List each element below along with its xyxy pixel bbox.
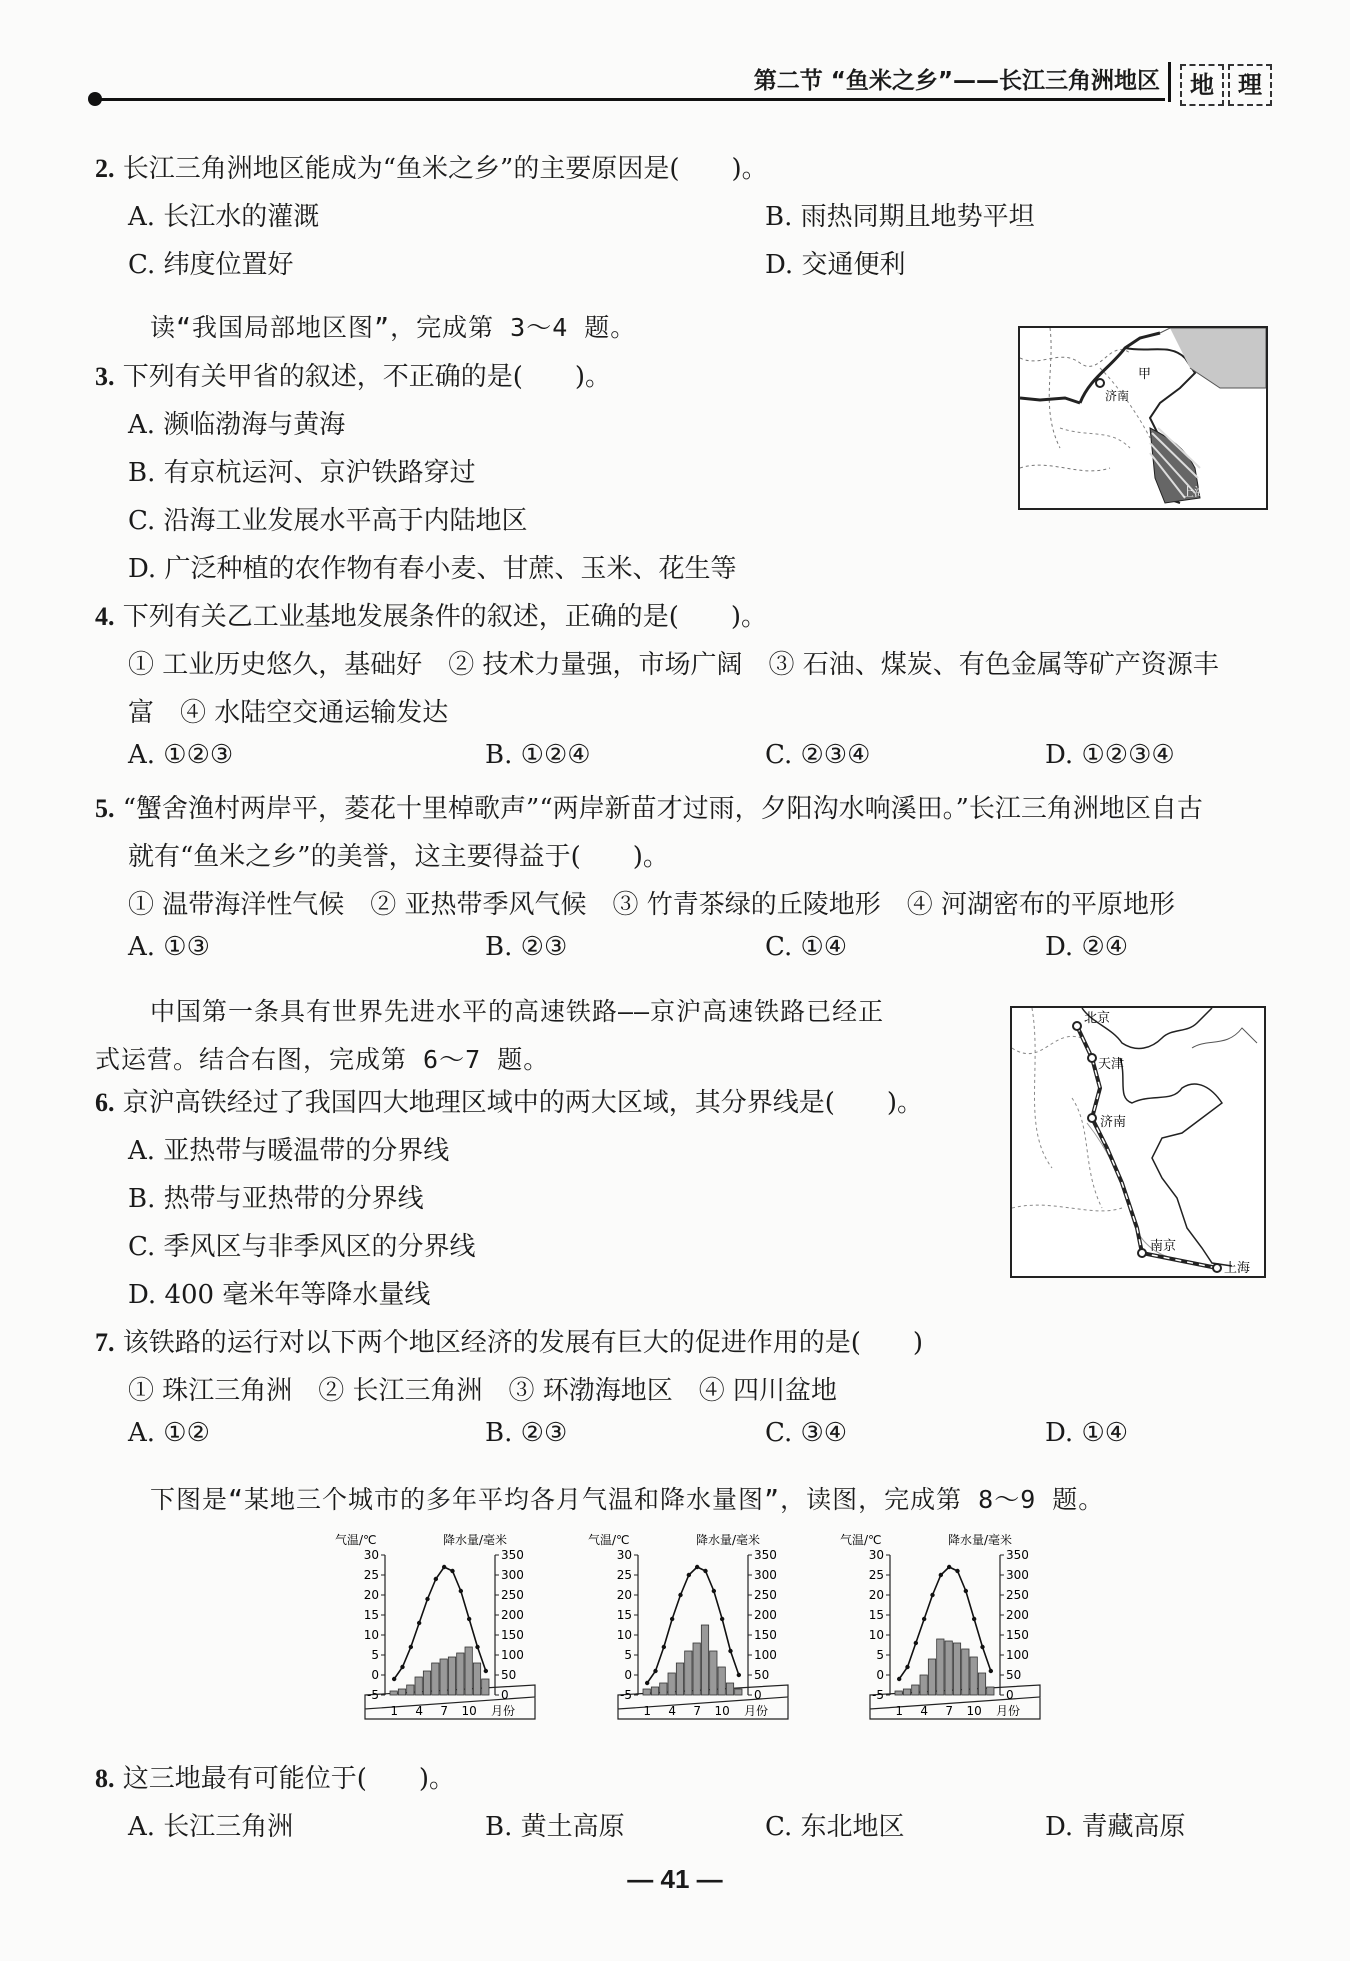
temperature-point — [914, 1641, 918, 1645]
tick-label-left: 5 — [624, 1648, 632, 1662]
tick-label-left: 20 — [868, 1588, 884, 1602]
q2-option-a[interactable]: A. 长江水的灌溉 — [128, 202, 320, 232]
tick-label-right: 300 — [754, 1568, 777, 1582]
bar — [726, 1683, 733, 1695]
q7-option-a[interactable]: A. ①② — [128, 1418, 210, 1448]
q8-option-b[interactable]: B. 黄土高原 — [485, 1812, 625, 1842]
temperature-point — [980, 1645, 984, 1649]
temperature-point — [964, 1589, 968, 1593]
tick-label-left: 10 — [616, 1628, 632, 1642]
question-2 — [95, 148, 768, 185]
tick-label-x: 7 — [945, 1704, 953, 1718]
bar — [685, 1651, 692, 1695]
temperature-point — [939, 1573, 943, 1577]
temperature-point — [434, 1577, 438, 1581]
map1-label-shanghai: 上海 — [1182, 485, 1207, 499]
temperature-point — [737, 1673, 741, 1677]
temperature-point — [687, 1573, 691, 1577]
temperature-point — [703, 1569, 707, 1573]
tick-label-right: 150 — [754, 1628, 777, 1642]
bar — [987, 1687, 994, 1695]
tick-label-right: 50 — [501, 1668, 517, 1682]
xlabel: 月份 — [491, 1704, 516, 1718]
temperature-point — [400, 1665, 404, 1669]
temperature-point — [653, 1669, 657, 1673]
bar — [473, 1663, 480, 1695]
temperature-point — [972, 1617, 976, 1621]
tick-label-right: 0 — [1006, 1688, 1014, 1702]
section-title: 第二节 “鱼米之乡”——长江三角洲地区 — [753, 68, 1160, 94]
map1-label-jia: 甲 — [1138, 367, 1152, 382]
bar — [693, 1643, 700, 1695]
bar — [895, 1691, 902, 1695]
temperature-point — [695, 1565, 699, 1569]
question-number: 8. — [95, 1764, 115, 1793]
q5-option-c[interactable]: C. ①④ — [765, 932, 848, 962]
question-number: 5. — [95, 794, 115, 823]
tick-label-left: 20 — [616, 1588, 632, 1602]
page-number: — 41 — — [627, 1864, 723, 1894]
tick-label-left: 30 — [363, 1548, 379, 1562]
ylabel-right: 降水量/毫米 — [696, 1533, 761, 1547]
tick-label-left: 20 — [363, 1588, 379, 1602]
bar — [676, 1663, 683, 1695]
q5-stem-line2: 就有“鱼米之乡”的美誉，这主要得益于( )。 — [128, 842, 669, 872]
tick-label-left: 25 — [363, 1568, 379, 1582]
tick-label-x: 7 — [693, 1704, 701, 1718]
ylabel-right: 降水量/毫米 — [443, 1533, 508, 1547]
q3-option-a[interactable]: A. 濒临渤海与黄海 — [128, 410, 346, 440]
bar — [937, 1639, 944, 1695]
tick-label-left: 15 — [616, 1608, 632, 1622]
tick-label-right: 100 — [754, 1648, 777, 1662]
temperature-point — [425, 1597, 429, 1601]
question-8 — [95, 1758, 455, 1795]
temperature-point — [450, 1569, 454, 1573]
question-stem: 下列有关乙工业基地发展条件的叙述，正确的是( )。 — [122, 602, 768, 632]
bar — [710, 1651, 717, 1695]
temperature-point — [728, 1649, 732, 1653]
q2-option-d[interactable]: D. 交通便利 — [765, 250, 906, 280]
bar — [643, 1689, 650, 1695]
temperature-point — [678, 1593, 682, 1597]
tick-label-right: 200 — [501, 1608, 524, 1622]
climate-chart-1-svg — [335, 1530, 565, 1730]
question-stem: 这三地最有可能位于( )。 — [122, 1764, 456, 1794]
tick-label-left: -5 — [872, 1688, 884, 1702]
q8-option-a[interactable]: A. 长江三角洲 — [128, 1812, 294, 1842]
bar — [448, 1657, 455, 1695]
q4-choices-line1: ① 工业历史悠久，基础好 ② 技术力量强，市场广阔 ③ 石油、煤炭、有色金属等矿产资源丰 — [128, 650, 1219, 680]
bar — [701, 1625, 708, 1695]
question-stem: 长江三角洲地区能成为“鱼米之乡”的主要原因是( )。 — [122, 154, 768, 184]
intro-q6-7-line1: 中国第一条具有世界先进水平的高速铁路——京沪高速铁路已经正 — [150, 997, 885, 1026]
question-stem: 下列有关甲省的叙述，不正确的是( )。 — [122, 362, 612, 392]
tick-label-x: 1 — [643, 1704, 651, 1718]
temperature-point — [897, 1677, 901, 1681]
tick-label-left: 0 — [876, 1668, 884, 1682]
bar — [718, 1667, 725, 1695]
header-separator — [1168, 62, 1171, 102]
temperature-point — [905, 1665, 909, 1669]
map-railway — [1010, 1006, 1266, 1278]
tick-label-right: 200 — [754, 1608, 777, 1622]
tick-label-x: 4 — [668, 1704, 676, 1718]
tick-label-right: 250 — [1006, 1588, 1029, 1602]
question-number: 3. — [95, 362, 115, 391]
q7-option-b[interactable]: B. ②③ — [485, 1418, 568, 1448]
map1-label-jinan: 济南 — [1105, 389, 1130, 403]
temperature-point — [989, 1669, 993, 1673]
temperature-point — [459, 1589, 463, 1593]
question-3 — [95, 356, 611, 393]
tick-label-right: 300 — [1006, 1568, 1029, 1582]
question-number: 2. — [95, 154, 115, 183]
bar — [735, 1689, 742, 1695]
temperature-point — [670, 1617, 674, 1621]
climate-chart-2 — [588, 1530, 818, 1730]
tick-label-left: 15 — [363, 1608, 379, 1622]
tick-label-right: 0 — [754, 1688, 762, 1702]
bar — [962, 1649, 969, 1695]
climate-chart-3 — [840, 1530, 1070, 1730]
tick-label-x: 4 — [920, 1704, 928, 1718]
bar — [928, 1659, 935, 1695]
temperature-point — [409, 1645, 413, 1649]
q5-choices-line1: ① 温带海洋性气候 ② 亚热带季风气候 ③ 竹青茶绿的丘陵地形 ④ 河湖密布的平原地形 — [128, 890, 1176, 920]
q2-option-c[interactable]: C. 纬度位置好 — [128, 250, 294, 280]
q4-option-a[interactable]: A. ①②③ — [128, 740, 234, 770]
tick-label-x: 10 — [966, 1704, 982, 1718]
question-number: 6. — [95, 1088, 115, 1117]
question-5 — [95, 788, 1203, 825]
q7-option-d[interactable]: D. ①④ — [1045, 1418, 1129, 1448]
temperature-point — [392, 1677, 396, 1681]
map2-label-shanghai: 上海 — [1224, 1261, 1251, 1276]
tick-label-left: 5 — [876, 1648, 884, 1662]
q4-option-c[interactable]: C. ②③④ — [765, 740, 871, 770]
ylabel-left: 气温/℃ — [840, 1533, 882, 1547]
tick-label-left: 30 — [616, 1548, 632, 1562]
map-regional — [1018, 326, 1268, 510]
tick-label-right: 100 — [501, 1648, 524, 1662]
bar — [945, 1641, 952, 1695]
tick-label-x: 1 — [390, 1704, 398, 1718]
map2-label-jinan: 济南 — [1100, 1115, 1127, 1130]
tick-label-right: 250 — [754, 1588, 777, 1602]
q6-option-c[interactable]: C. 季风区与非季风区的分界线 — [128, 1232, 476, 1262]
bar — [912, 1685, 919, 1695]
bar — [970, 1657, 977, 1695]
tick-label-x: 10 — [714, 1704, 730, 1718]
tick-label-right: 50 — [1006, 1668, 1022, 1682]
temperature-point — [930, 1593, 934, 1597]
climate-chart-3-svg — [840, 1530, 1070, 1730]
tick-label-left: 0 — [371, 1668, 379, 1682]
bar — [432, 1663, 439, 1695]
q5-option-a[interactable]: A. ①③ — [128, 932, 210, 962]
bar — [953, 1643, 960, 1695]
xlabel: 月份 — [744, 1704, 769, 1718]
map2-label-beijing: 北京 — [1084, 1011, 1111, 1026]
tick-label-left: 30 — [868, 1548, 884, 1562]
bar — [920, 1675, 927, 1695]
question-stem: “蟹舍渔村两岸平，菱花十里棹歌声”“两岸新苗才过雨，夕阳沟水响溪田。”长江三角洲地区自古 — [122, 794, 1203, 824]
question-7 — [95, 1322, 923, 1359]
q6-option-b[interactable]: B. 热带与亚热带的分界线 — [128, 1184, 424, 1214]
bar — [398, 1689, 405, 1695]
temperature-point — [922, 1617, 926, 1621]
q8-option-c[interactable]: C. 东北地区 — [765, 1812, 905, 1842]
bar — [978, 1673, 985, 1695]
tick-label-right: 200 — [1006, 1608, 1029, 1622]
map2-label-nanjing: 南京 — [1150, 1239, 1177, 1254]
tick-label-left: 5 — [371, 1648, 379, 1662]
tick-label-left: 15 — [868, 1608, 884, 1622]
bar — [651, 1687, 658, 1695]
tick-label-left: 25 — [616, 1568, 632, 1582]
q3-option-b[interactable]: B. 有京杭运河、京沪铁路穿过 — [128, 458, 476, 488]
temperature-point — [662, 1645, 666, 1649]
ylabel-right: 降水量/毫米 — [948, 1533, 1013, 1547]
question-number: 7. — [95, 1328, 115, 1357]
bar — [660, 1683, 667, 1695]
bar — [465, 1647, 472, 1695]
question-stem: 京沪高铁经过了我国四大地理区域中的两大区域，其分界线是( )。 — [122, 1088, 924, 1118]
bar — [482, 1679, 489, 1695]
q3-option-c[interactable]: C. 沿海工业发展水平高于内陆地区 — [128, 506, 528, 536]
tick-label-left: 10 — [363, 1628, 379, 1642]
bar — [423, 1671, 430, 1695]
tick-label-right: 350 — [1006, 1548, 1029, 1562]
tick-label-x: 10 — [461, 1704, 477, 1718]
tick-label-right: 100 — [1006, 1648, 1029, 1662]
tick-label-right: 350 — [754, 1548, 777, 1562]
question-number: 4. — [95, 602, 115, 631]
tick-label-x: 7 — [440, 1704, 448, 1718]
tick-label-right: 150 — [501, 1628, 524, 1642]
temperature-point — [947, 1565, 951, 1569]
tick-label-right: 150 — [1006, 1628, 1029, 1642]
tick-label-left: -5 — [367, 1688, 379, 1702]
tick-label-right: 0 — [501, 1688, 509, 1702]
q2-option-b[interactable]: B. 雨热同期且地势平坦 — [765, 202, 1035, 232]
bar — [390, 1691, 397, 1695]
climate-chart-1 — [335, 1530, 565, 1730]
climate-chart-2-svg — [588, 1530, 818, 1730]
temperature-point — [467, 1617, 471, 1621]
ylabel-left: 气温/℃ — [588, 1533, 630, 1547]
bar — [457, 1653, 464, 1695]
q7-option-c[interactable]: C. ③④ — [765, 1418, 848, 1448]
bar — [440, 1659, 447, 1695]
q4-option-b[interactable]: B. ①②④ — [485, 740, 591, 770]
q7-choices-line1: ① 珠江三角洲 ② 长江三角洲 ③ 环渤海地区 ④ 四川盆地 — [128, 1376, 838, 1406]
q4-choices-line2: 富 ④ 水陆空交通运输发达 — [128, 698, 449, 728]
bar — [903, 1689, 910, 1695]
q4-option-d[interactable]: D. ①②③④ — [1045, 740, 1175, 770]
temperature-point — [720, 1617, 724, 1621]
intro-q8-9: 下图是“某地三个城市的多年平均各月气温和降水量图”，读图，完成第 8～9 题。 — [150, 1485, 1105, 1514]
temperature-point — [484, 1669, 488, 1673]
q8-option-d[interactable]: D. 青藏高原 — [1045, 1812, 1186, 1842]
intro-q6-7-line2: 式运营。结合右图，完成第 6～7 题。 — [95, 1045, 550, 1074]
map-regional-svg — [1020, 328, 1266, 508]
q6-option-d[interactable]: D. 400 毫米年等降水量线 — [128, 1280, 431, 1310]
q3-option-d[interactable]: D. 广泛种植的农作物有春小麦、甘蔗、玉米、花生等 — [128, 554, 737, 584]
tick-label-right: 250 — [501, 1588, 524, 1602]
tick-label-left: -5 — [620, 1688, 632, 1702]
tick-label-right: 300 — [501, 1568, 524, 1582]
tick-label-left: 10 — [868, 1628, 884, 1642]
page-number-value: 41 — [660, 1864, 690, 1894]
bar — [407, 1685, 414, 1695]
subject-char-2: 理 — [1228, 64, 1272, 106]
q5-option-d[interactable]: D. ②④ — [1045, 932, 1129, 962]
temperature-point — [475, 1645, 479, 1649]
tick-label-right: 50 — [754, 1668, 770, 1682]
tick-label-left: 25 — [868, 1568, 884, 1582]
intro-q3-4: 读“我国局部地区图”，完成第 3～4 题。 — [150, 313, 637, 342]
temperature-point — [955, 1569, 959, 1573]
question-6 — [95, 1082, 923, 1119]
question-stem: 该铁路的运行对以下两个地区经济的发展有巨大的促进作用的是( ) — [122, 1328, 924, 1358]
tick-label-x: 1 — [895, 1704, 903, 1718]
subject-char-1: 地 — [1180, 64, 1224, 106]
map-railway-svg — [1012, 1008, 1264, 1276]
tick-label-right: 350 — [501, 1548, 524, 1562]
tick-label-x: 4 — [415, 1704, 423, 1718]
bar — [415, 1677, 422, 1695]
q6-option-a[interactable]: A. 亚热带与暖温带的分界线 — [128, 1136, 450, 1166]
tick-label-left: 0 — [624, 1668, 632, 1682]
bar — [668, 1673, 675, 1695]
temperature-point — [417, 1621, 421, 1625]
q5-option-b[interactable]: B. ②③ — [485, 932, 568, 962]
temperature-point — [442, 1565, 446, 1569]
ylabel-left: 气温/℃ — [335, 1533, 377, 1547]
map2-label-tianjin: 天津 — [1098, 1057, 1125, 1072]
temperature-point — [645, 1681, 649, 1685]
temperature-point — [712, 1589, 716, 1593]
question-4 — [95, 596, 767, 633]
xlabel: 月份 — [996, 1704, 1021, 1718]
header-rule — [95, 98, 1165, 101]
